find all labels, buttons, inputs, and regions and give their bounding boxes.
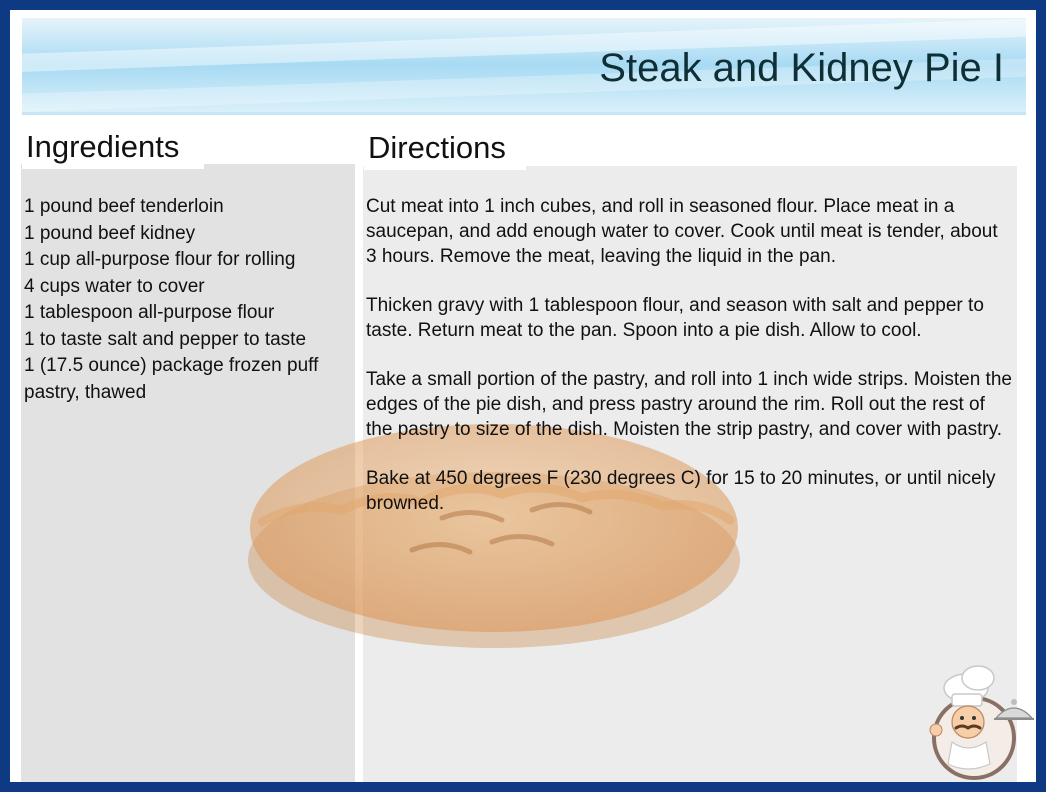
directions-heading: Directions <box>364 127 526 170</box>
page-title: Steak and Kidney Pie I <box>599 46 1004 90</box>
title-banner <box>22 18 1026 115</box>
list-item: 1 tablespoon all-purpose flour <box>24 302 275 323</box>
list-item: 1 pound beef tenderloin <box>24 196 224 217</box>
ingredients-heading: Ingredients <box>22 126 204 169</box>
list-item: 1 to taste salt and pepper to taste <box>24 328 307 350</box>
list-item: 4 cups water to cover <box>24 275 205 297</box>
slide-frame <box>10 10 1036 782</box>
direction-step: Thicken gravy with 1 tablespoon flour, and season with salt and pepper to taste. Return meat to the pan. Spoon into a pie dish. Allow to cool. <box>366 295 984 341</box>
list-item: 1 cup all-purpose flour for rolling <box>24 249 296 270</box>
list-item: 1 pound beef kidney <box>24 222 196 244</box>
direction-step: Cut meat into 1 inch cubes, and roll in seasoned flour. Place meat in a saucepan, and add enough water to cover. Cook until meat is tender, about 3 hours. Remove the meat, leaving the liquid in the pan. <box>366 196 998 267</box>
direction-step: Bake at 450 degrees F (230 degrees C) for 15 to 20 minutes, or until nicely browned. <box>366 468 996 514</box>
direction-step: Take a small portion of the pastry, and roll into 1 inch wide strips. Moisten the edges of the pie dish, and press pastry around the rim. Roll out the rest of the pastry to size of the dish. Moisten the strip pastry, and cover with pastry. <box>366 369 1012 440</box>
chef-icon <box>914 658 1034 782</box>
list-item: 1 (17.5 ounce) package frozen puff pastry, thawed <box>24 355 319 403</box>
directions-list <box>366 194 1012 540</box>
ingredients-list <box>24 194 356 406</box>
